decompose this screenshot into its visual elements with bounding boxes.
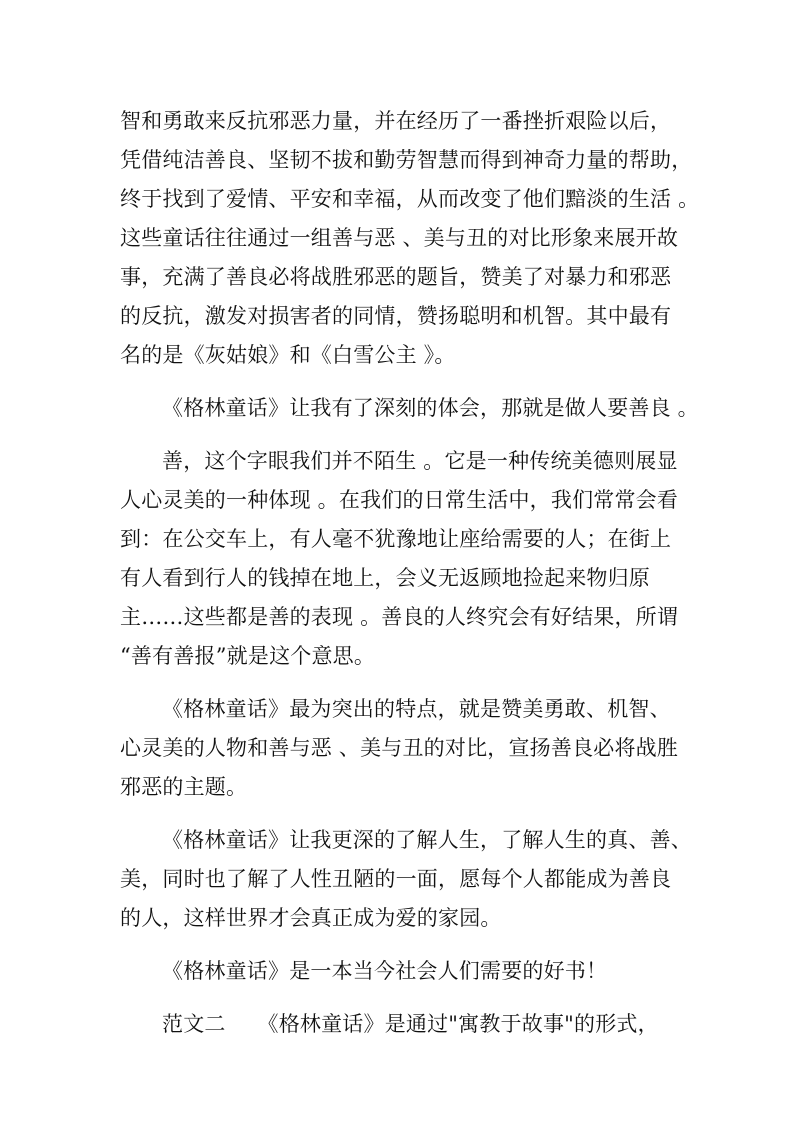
text-line: 这些童话往往通过一组善与恶 、美与丑的对比形象来展开故: [120, 226, 679, 250]
paragraph-first-line: 范文二 《格林童话》是通过"寓教于故事"的形式，: [162, 1012, 659, 1036]
paragraph-first-line: 《格林童话》让我更深的了解人生，了解人生的真、善、: [162, 828, 692, 852]
paragraph-first-line: 《格林童话》是一本当今社会人们需要的好书！: [162, 959, 608, 983]
text-line: “善有善报”就是这个意思。: [120, 644, 376, 668]
text-line: 智和勇敢来反抗邪恶力量，并在经历了一番挫折艰险以后，: [120, 109, 672, 133]
text-line: 心灵美的人物和善与恶 、美与丑的对比，宣扬善良必将战胜: [120, 736, 679, 760]
text-line: 到：在公交车上，有人毫不犹豫地让座给需要的人；在街上: [120, 527, 672, 551]
text-line: 凭借纯洁善良、坚韧不拔和勤劳智慧而得到神奇力量的帮助，: [120, 148, 693, 172]
text-line: 事，充满了善良必将战胜邪恶的题旨，赞美了对暴力和邪恶: [120, 265, 672, 289]
paragraph-first-line: 《格林童话》最为突出的特点，就是赞美勇敢、机智、: [162, 697, 671, 721]
text-line: 的人，这样世界才会真正成为爱的家园。: [120, 906, 502, 930]
text-line: 主……这些都是善的表现 。善良的人终究会有好结果，所谓: [120, 605, 679, 629]
paragraph-first-line: 《格林童话》让我有了深刻的体会，那就是做人要善良 。: [162, 396, 699, 420]
text-line: 名的是《灰姑娘》和《白雪公主 》。: [120, 343, 456, 367]
text-line: 终于找到了爱情、平安和幸福，从而改变了他们黯淡的生活 。: [120, 187, 700, 211]
text-line: 有人看到行人的钱掉在地上，会义无返顾地捡起来物归原: [120, 566, 650, 590]
paragraph-first-line: 善，这个字眼我们并不陌生 。它是一种传统美德则展显: [162, 449, 678, 473]
text-line: 的反抗，激发对损害者的同情，赞扬聪明和机智。其中最有: [120, 304, 672, 328]
text-line: 邪恶的主题。: [120, 775, 248, 799]
text-line: 美，同时也了解了人性丑陋的一面，愿每个人都能成为善良: [120, 867, 672, 891]
text-line: 人心灵美的一种体现 。在我们的日常生活中，我们常常会看: [120, 488, 679, 512]
